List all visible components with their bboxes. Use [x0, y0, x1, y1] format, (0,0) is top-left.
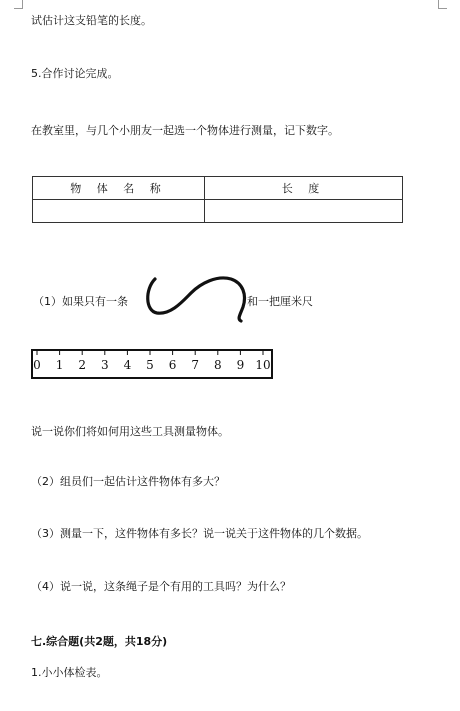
table-header-object: 物 体 名 称 [33, 177, 205, 200]
instruction-text: 在教室里，与几个小朋友一起选一个物体进行测量，记下数字。 [31, 124, 339, 137]
tool-discussion-text: 说一说你们将如何用这些工具测量物体。 [31, 425, 229, 438]
ruler-tick-label: 1 [55, 358, 64, 372]
centimeter-ruler [31, 349, 273, 379]
rope-question [33, 273, 333, 333]
question-4-text: （4）说一说，这条绳子是个有用的工具吗？为什么？ [31, 580, 291, 593]
table-header-length: 长 度 [205, 177, 403, 200]
section-7-heading: 七.综合题(共2题，共18分) [31, 635, 168, 648]
ruler-tick-label: 7 [191, 358, 200, 372]
rope-icon [139, 273, 251, 325]
rope-question-suffix: 和一把厘米尺 [247, 295, 313, 308]
ruler-tick-label: 9 [236, 358, 245, 372]
page-corner-mark-right [438, 0, 447, 9]
measurement-table [32, 176, 403, 223]
pencil-estimate-text: 试估计这支铅笔的长度。 [31, 14, 152, 27]
table-row [33, 200, 403, 223]
table-cell-object [33, 200, 205, 223]
ruler-tick-label: 5 [146, 358, 154, 372]
rope-question-prefix: （1）如果只有一条 [33, 295, 128, 308]
section-5-heading: 5.合作讨论完成。 [31, 67, 119, 80]
ruler-tick-label: 6 [168, 358, 177, 372]
ruler-tick-label: 4 [123, 358, 132, 372]
ruler-tick-label: 0 [33, 358, 41, 372]
table-cell-length [205, 200, 403, 223]
ruler-tick-label: 8 [213, 358, 222, 372]
health-form-heading: 1.小小体检表。 [31, 666, 108, 679]
question-2-text: （2）组员们一起估计这件物体有多大？ [31, 475, 225, 488]
page-corner-mark-left [14, 0, 23, 9]
table-header-row [33, 177, 403, 200]
question-3-text: （3）测量一下，这件物体有多长？说一说关于这件物体的几个数据。 [31, 527, 368, 540]
ruler-tick-label: 10 [255, 358, 271, 372]
ruler-tick-label: 2 [78, 358, 87, 372]
ruler-tick-label: 3 [100, 358, 109, 372]
